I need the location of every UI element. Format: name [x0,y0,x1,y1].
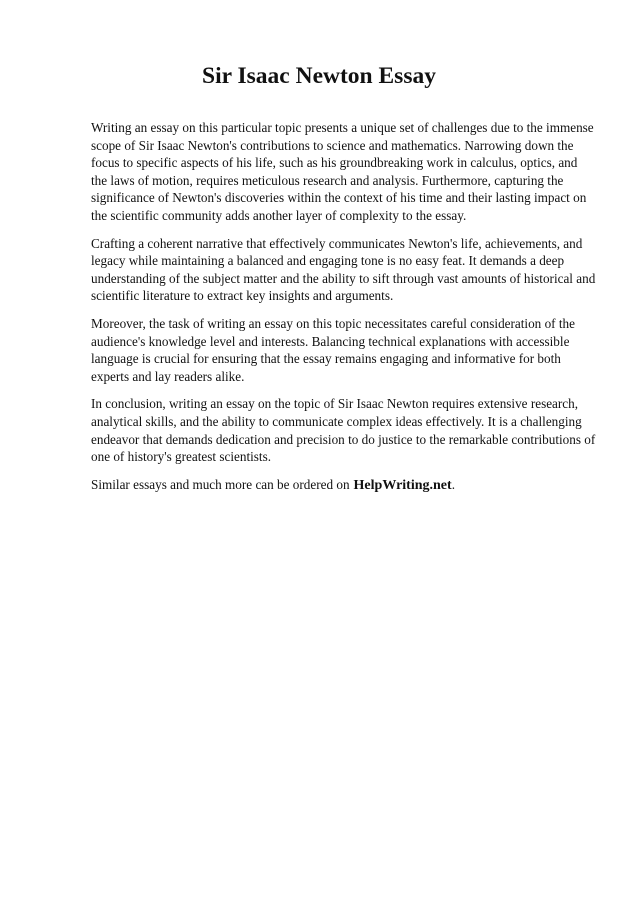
paragraph-audience: Moreover, the task of writing an essay on this topic necessitates careful consideration of the audience's knowledge level and interests. Balancing technical explanations with accessible language is crucial for ensuring that the essay remains engaging and informative for both experts and lay readers alike. [91,315,575,384]
brand-link[interactable]: HelpWriting.net [353,477,452,493]
paragraph-intro: Writing an essay on this particular topic presents a unique set of challenges due to the immense scope of Sir Isaac Newton's contributions to science and mathematics. Narrowing down the focus to specific aspects of his life, such as his groundbreaking work in calculus, optics, and the laws of motion, requires meticulous research and analysis. Furthermore, capturing the significance of Newton's discoveries within the context of his time and their lasting impact on the scientific community adds another layer of complexity to the essay. [91,120,594,223]
document-title: Sir Isaac Newton Essay [202,63,436,89]
closing-text: Similar essays and much more can be ordered on [91,476,350,492]
closing-line [91,476,596,495]
closing-period: . [451,476,455,492]
paragraph-conclusion: In conclusion, writing an essay on the topic of Sir Isaac Newton requires extensive research, analytical skills, and the ability to communicate complex ideas effectively. It is a challenging endeavor that demands dedication and precision to do justice to the remarkable contributions of one of history's greatest scientists. [91,396,596,465]
document-body [91,119,596,504]
paragraph-narrative: Crafting a coherent narrative that effectively communicates Newton's life, achievements, and legacy while maintaining a balanced and engaging tone is no easy feat. It demands a deep understanding of the subject matter and the ability to sift through vast amounts of historical and scientific literature to extract key insights and arguments. [91,235,596,304]
